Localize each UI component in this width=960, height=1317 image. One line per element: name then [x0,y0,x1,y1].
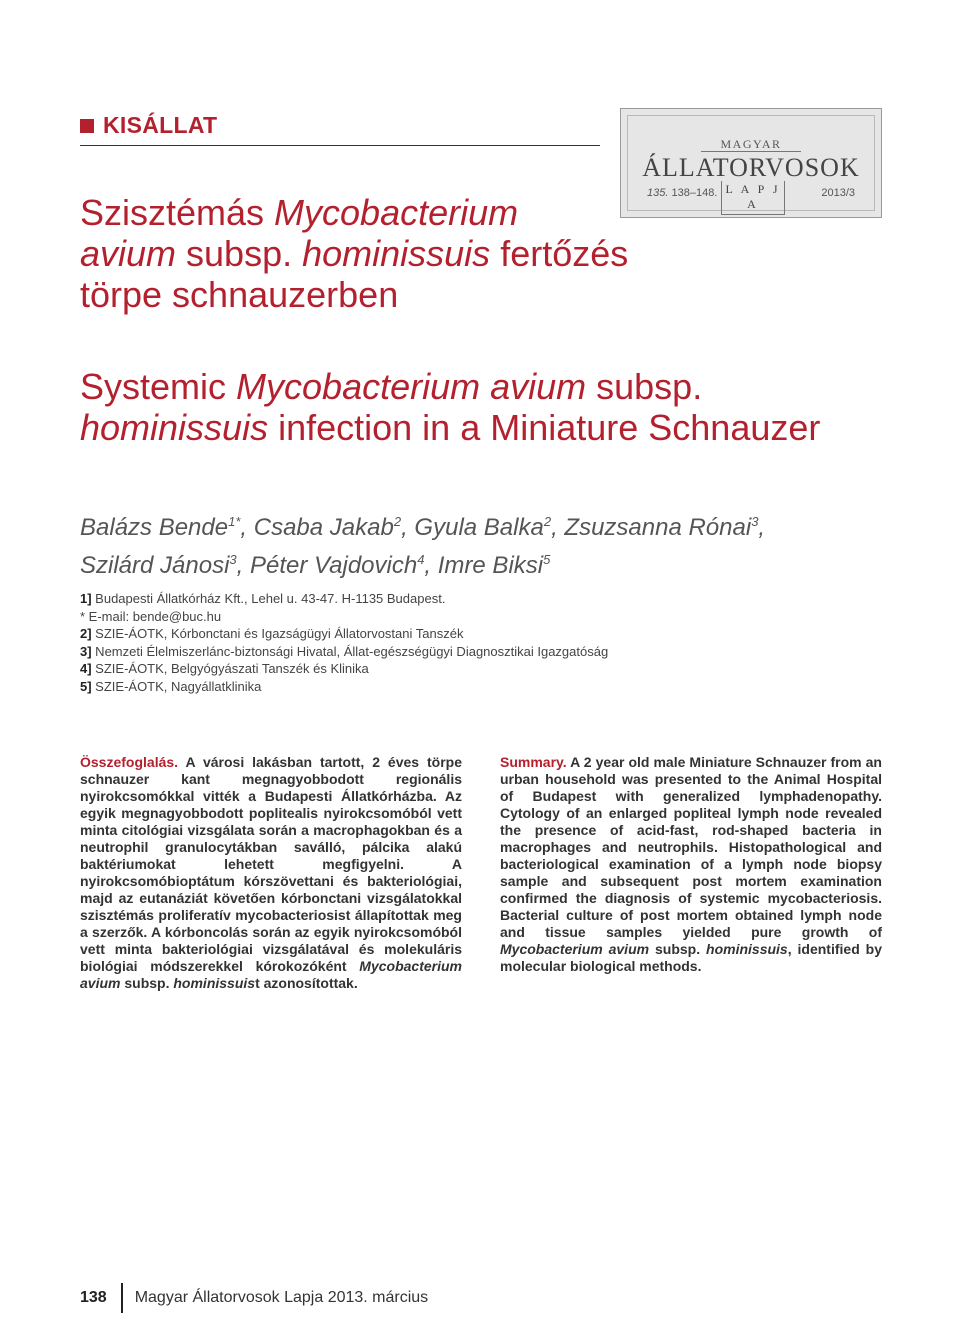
author-name: Csaba Jakab [253,514,394,541]
abstract-en-subspecies: hominissuis [706,941,788,957]
author-separator: , [401,514,415,541]
affiliation-text: Budapesti Állatkórház Kft., Lehel u. 43-47. H-1135 Budapest. [91,591,446,606]
abstract-en-body: A 2 year old male Miniature Schnauzer from an urban household was presented to the Animal Hospital of Budapest with generalized lymphadenopathy. Cytology of an enlarged popliteal lymph node revealed the presence of acid-fast, rod-shaped bacteria in macrophages and neutrophils. Histopathological and bacteriological examination of a lymph node biopsy sample and subsequent post mortem examination confirmed the diagnosis of systemic mycobacteriosis. Bacterial culture of post mortem obtained lymph node and tissue samples yielded pure growth of [500,754,882,940]
title-hu-line-3: törpe schnauzerben [80,274,399,315]
title-hu-line-2 [80,233,640,274]
affiliation-item [80,660,608,678]
title-hu-text: fertőzés [490,233,629,274]
title-en-italic: hominissuis [80,407,269,448]
affiliation-email [80,608,608,626]
abstract-english [500,754,882,975]
affiliation-item [80,625,608,643]
journal-issue: 2013/3 [821,187,855,199]
journal-logo-rule [701,151,801,152]
abstract-en-species: Mycobacterium avium [500,941,650,957]
title-en-text: infection in a Miniature Schnauzer [268,407,821,448]
title-hu-italic: Mycobacterium [274,192,519,233]
affiliation-item [80,590,608,608]
author-name: Péter Vajdovich [249,552,418,579]
journal-logo-magyar: MAGYAR [720,137,782,151]
affiliation-number: 1] [80,591,92,606]
author-affiliation-mark: 3 [229,552,237,567]
affiliation-number: 5] [80,678,92,694]
author-name: Zsuzsanna Rónai [564,514,752,541]
affiliation-text: SZIE-ÁOTK, Nagyállatklinika [91,678,262,694]
title-hu-italic: avium [80,233,177,274]
abstract-en-heading: Summary. [500,754,567,770]
article-title-english [80,366,900,448]
abstract-hu-subspecies: hominissuis [173,975,256,991]
title-en-line-2 [80,407,900,448]
affiliation-text: SZIE-ÁOTK, Belgyógyászati Tanszék és Klinika [91,661,369,676]
title-en-line-1 [80,366,900,407]
journal-logo-lapja: L A P J A [721,181,785,215]
journal-logo-title: ÁLLATORVOSOK [642,153,860,182]
title-hu-line-1 [80,192,640,233]
title-hu-text: subsp. [176,233,303,274]
page-number: 138 [80,1289,107,1306]
affiliation-number: 2] [80,626,92,641]
author-affiliation-mark: 3 [751,514,759,529]
journal-logo-box [620,108,882,218]
abstract-hu-heading: Összefoglalás. [80,754,179,770]
author-separator: , [424,552,438,579]
author-line-2 [80,544,900,582]
footer-divider [121,1283,123,1313]
email-text: * E-mail: bende@buc.hu [80,608,222,624]
abstract-hu-body: subsp. [120,975,174,991]
abstract-hungarian [80,754,462,992]
journal-volume [647,187,717,199]
title-en-italic: Mycobacterium avium [236,366,587,407]
journal-pages: 138–148. [671,187,718,199]
affiliation-text: SZIE-ÁOTK, Kórbonctani és Igazságügyi Állatorvostani Tanszék [91,626,464,641]
section-header [80,112,217,139]
author-name: Szilárd Jánosi [80,552,230,579]
author-list [80,506,900,582]
journal-volume-number: 135. [647,187,669,199]
abstract-hu-body: A városi lakásban tartott, 2 éves törpe schnauzer kant megnagyobbodott regionális nyirokcsomókkal vitték a Budapesti Állatkórházba. Az egyik megnagyobbodott poplitealis nyirokcsomóból vett minta citológiai vizsgálata során a macrophagokban és a neutrophil granulocytákban saválló, pálcika alakú baktériumokat lehetett megfigyelni. A nyirokcsomóbioptátum kórszövettani és bakteriológiai, majd az eutanáziát követően kórbonctani vizsgálatokkal szisztémás proliferatív mycobacteriosist állapítottak meg a szerzők. A kórboncolás során az egyik nyirokcsomóból vett minta bakteriológiai vizsgálatával és molekuláris biológiai módszerekkel kórokozóként [80,754,462,974]
affiliation-number: 4] [80,661,92,676]
author-affiliation-mark: 1* [228,514,241,529]
article-title-hungarian [80,192,640,315]
title-en-text: Systemic [80,366,237,407]
author-line-1 [80,506,900,544]
author-name: Imre Biksi [437,552,544,579]
author-separator: , [240,514,254,541]
author-name: Gyula Balka [414,514,544,541]
page-footer [80,1283,428,1313]
title-hu-text: Szisztémás [80,192,275,233]
author-separator: , [236,552,250,579]
section-label: KISÁLLAT [103,112,218,138]
author-separator: , [551,514,565,541]
abstract-en-body: subsp. [649,941,707,957]
abstract-hu-body: t azonosítottak. [255,975,358,991]
footer-journal-issue: Magyar Állatorvosok Lapja 2013. március [134,1289,429,1306]
abstract-en-body: , identified by molecular biological methods. [500,941,882,974]
affiliation-number: 3] [80,643,92,659]
author-affiliation-mark: 2 [393,514,402,529]
title-hu-italic: hominissuis [302,233,491,274]
author-affiliation-mark: 4 [417,552,425,567]
author-affiliation-mark: 5 [543,552,551,567]
abstract-hu-species: Mycobacterium avium [80,958,462,991]
section-divider [80,145,600,146]
affiliation-list [80,590,608,695]
affiliation-item [80,678,608,696]
affiliation-text: Nemzeti Élelmiszerlánc-biztonsági Hivatal, Állat-egészségügyi Diagnosztikai Igazgatóság [91,643,609,659]
author-name: Balázs Bende [80,514,229,541]
title-en-text: subsp. [586,366,703,407]
author-separator: , [758,514,766,541]
section-marker-square [80,119,94,133]
author-affiliation-mark: 2 [543,514,552,529]
affiliation-item [80,643,608,661]
